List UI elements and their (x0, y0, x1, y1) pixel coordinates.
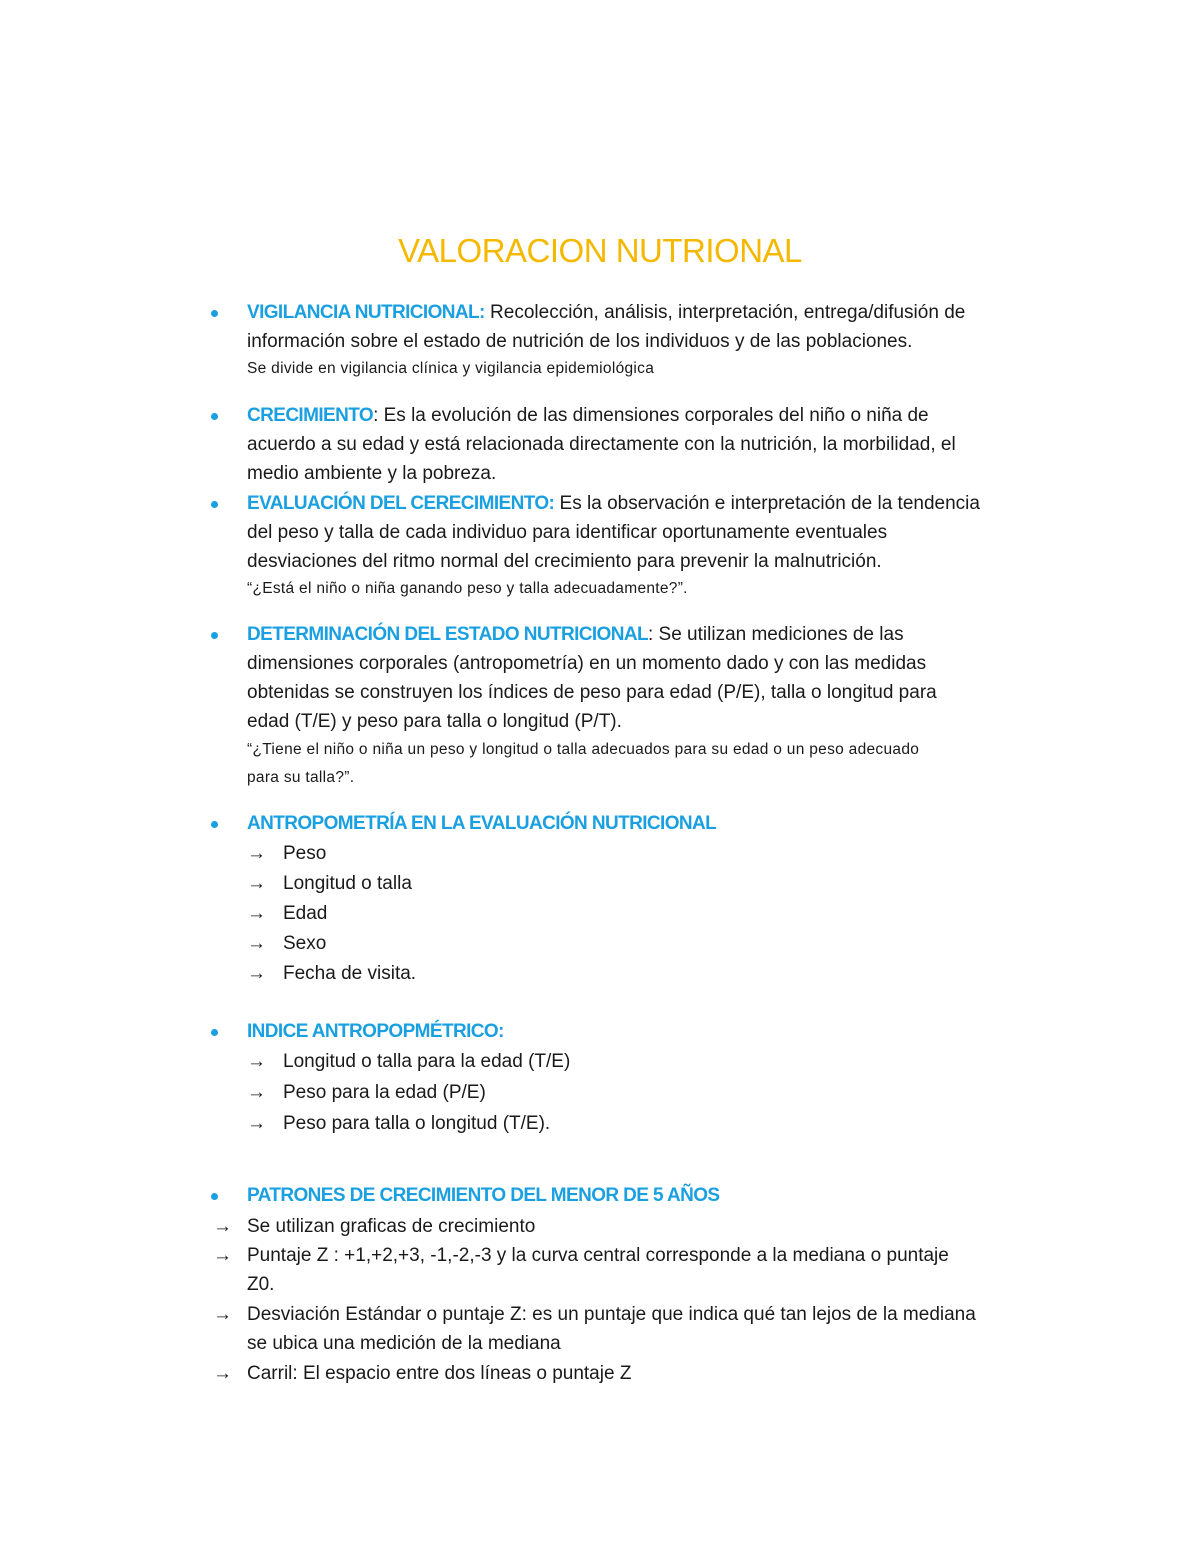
evaluacion-text: Es la observación e interpretación de la tendencia (554, 493, 980, 514)
arrow-icon: → (247, 1082, 266, 1103)
arrow-icon: → (213, 1363, 232, 1384)
determinacion-note-2: para su talla?”. (247, 769, 355, 786)
arrow-icon: → (213, 1216, 232, 1237)
bullet-icon (211, 821, 218, 828)
evaluacion-line-3: desviaciones del ritmo normal del crecimiento para prevenir la malnutrición. (247, 551, 882, 572)
arrow-icon: → (247, 1051, 266, 1072)
patrones-heading-text: PATRONES DE CRECIMIENTO DEL MENOR DE 5 AÑOS (247, 1185, 720, 1206)
crecimiento-text: : Es la evolución de las dimensiones corporales del niño o niña de (373, 405, 929, 426)
antropometria-heading (247, 809, 716, 838)
crecimiento-line-2: acuerdo a su edad y está relacionada directamente con la nutrición, la morbilidad, el (247, 434, 956, 455)
list-item: Peso para talla o longitud (T/E). (283, 1113, 551, 1134)
vigilancia-text: Recolección, análisis, interpretación, entrega/difusión de (484, 302, 966, 323)
list-item: Longitud o talla para la edad (T/E) (283, 1051, 571, 1072)
crecimiento-line-3: medio ambiente y la pobreza. (247, 463, 497, 484)
list-item: Se utilizan graficas de crecimiento (247, 1216, 536, 1237)
list-item: Puntaje Z : +1,+2,+3, -1,-2,-3 y la curva central corresponde a la mediana o puntaje (247, 1245, 949, 1266)
determinacion-line-4: edad (T/E) y peso para talla o longitud (P/T). (247, 711, 622, 732)
indice-heading-text: INDICE ANTROPOPMÉTRICO: (247, 1021, 504, 1042)
evaluacion-note: “¿Está el niño o niña ganando peso y talla adecuadamente?”. (247, 580, 688, 597)
indice-heading (247, 1017, 504, 1046)
arrow-icon: → (247, 1113, 266, 1134)
arrow-icon: → (213, 1304, 232, 1325)
document-title: VALORACION NUTRIONAL (398, 232, 802, 269)
list-item: Sexo (283, 933, 327, 954)
arrow-icon: → (247, 843, 266, 864)
arrow-icon: → (247, 963, 266, 984)
vigilancia-line-2: información sobre el estado de nutrición de los individuos y de las poblaciones. (247, 331, 913, 352)
list-item: Fecha de visita. (283, 963, 417, 984)
bullet-icon (211, 1029, 218, 1036)
antropometria-heading-text: ANTROPOMETRÍA EN LA EVALUACIÓN NUTRICIONAL (247, 813, 717, 834)
arrow-icon: → (247, 873, 266, 894)
list-item: Peso (283, 843, 327, 864)
determinacion-line-1 (247, 620, 904, 649)
vigilancia-line-1 (247, 298, 965, 327)
crecimiento-heading: CRECIMIENTO (247, 405, 374, 426)
evaluacion-heading: EVALUACIÓN DEL CERECIMIENTO: (247, 493, 555, 514)
list-item: Desviación Estándar o puntaje Z: es un puntaje que indica qué tan lejos de la mediana (247, 1304, 976, 1325)
list-item: Longitud o talla (283, 873, 412, 894)
bullet-icon (211, 501, 218, 508)
evaluacion-line-2: del peso y talla de cada individuo para identificar oportunamente eventuales (247, 522, 888, 543)
arrow-icon: → (247, 933, 266, 954)
evaluacion-line-1 (247, 489, 980, 518)
vigilancia-note: Se divide en vigilancia clínica y vigilancia epidemiológica (247, 360, 655, 377)
arrow-icon: → (247, 903, 266, 924)
list-item: Carril: El espacio entre dos líneas o puntaje Z (247, 1363, 632, 1384)
determinacion-line-3: obtenidas se construyen los índices de peso para edad (P/E), talla o longitud para (247, 682, 937, 703)
patrones-heading (247, 1181, 719, 1210)
arrow-icon: → (213, 1245, 232, 1266)
vigilancia-heading: VIGILANCIA NUTRICIONAL: (247, 302, 485, 323)
bullet-icon (211, 632, 218, 639)
determinacion-heading: DETERMINACIÓN DEL ESTADO NUTRICIONAL (247, 624, 648, 645)
list-item: Edad (283, 903, 328, 924)
crecimiento-line-1 (247, 401, 929, 430)
determinacion-text: : Se utilizan mediciones de las (647, 624, 904, 645)
bullet-icon (211, 310, 218, 317)
list-item: Peso para la edad (P/E) (283, 1082, 486, 1103)
list-item-continuation: se ubica una medición de la mediana (247, 1333, 561, 1354)
list-item-continuation: Z0. (247, 1274, 275, 1295)
determinacion-note-1: “¿Tiene el niño o niña un peso y longitud o talla adecuados para su edad o un peso adecuado (247, 741, 920, 758)
bullet-icon (211, 1193, 218, 1200)
bullet-icon (211, 413, 218, 420)
determinacion-line-2: dimensiones corporales (antropometría) en un momento dado y con las medidas (247, 653, 927, 674)
